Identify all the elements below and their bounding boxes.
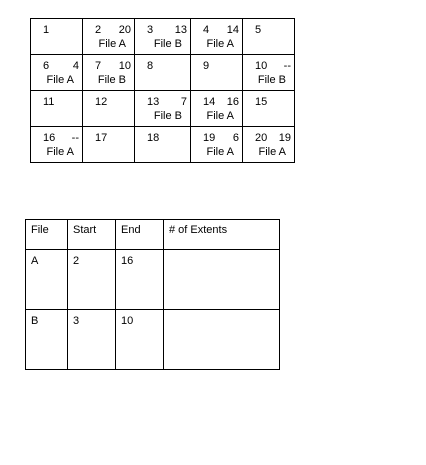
block-file-label: File A — [206, 110, 234, 122]
block-file-label: File A — [98, 38, 126, 50]
block-number: 10 — [255, 60, 268, 72]
block-file-label: File A — [206, 38, 234, 50]
header-end: End — [116, 220, 164, 250]
block-number: 18 — [147, 132, 160, 144]
block-number: 13 — [147, 96, 160, 108]
next-block-pointer: -- — [283, 60, 291, 72]
disk-block-cell — [135, 127, 191, 163]
file-table-row — [26, 250, 280, 310]
disk-block-grid — [30, 18, 295, 163]
block-grid-row — [31, 19, 295, 55]
disk-block-cell — [243, 19, 295, 55]
block-file-label: File B — [97, 74, 126, 86]
cell-extents — [164, 250, 280, 310]
block-grid-body — [31, 19, 295, 163]
next-block-pointer: 16 — [226, 96, 239, 108]
disk-block-cell — [83, 19, 135, 55]
next-block-pointer: 4 — [72, 60, 79, 72]
block-file-label: File A — [206, 146, 234, 158]
header-file: File — [26, 220, 68, 250]
block-number: 4 — [203, 24, 210, 36]
disk-block-cell — [191, 19, 243, 55]
cell-file: A — [26, 250, 68, 310]
next-block-pointer: 20 — [118, 24, 131, 36]
block-file-label: File A — [258, 146, 286, 158]
file-table-body — [26, 250, 280, 370]
header-extents: # of Extents — [164, 220, 280, 250]
disk-block-cell — [243, 91, 295, 127]
next-block-pointer: -- — [71, 132, 79, 144]
disk-block-cell — [135, 91, 191, 127]
next-block-pointer: 10 — [118, 60, 131, 72]
disk-block-cell — [135, 19, 191, 55]
file-table-row — [26, 310, 280, 370]
cell-end: 16 — [116, 250, 164, 310]
header-start: Start — [68, 220, 116, 250]
cell-start: 2 — [68, 250, 116, 310]
disk-block-cell — [243, 127, 295, 163]
file-table-header — [26, 220, 280, 250]
block-number: 12 — [95, 96, 108, 108]
block-number: 7 — [95, 60, 102, 72]
block-number: 15 — [255, 96, 268, 108]
disk-block-cell — [31, 19, 83, 55]
block-number: 19 — [203, 132, 216, 144]
block-number: 16 — [43, 132, 56, 144]
disk-block-cell — [31, 91, 83, 127]
disk-block-cell — [191, 127, 243, 163]
next-block-pointer: 6 — [232, 132, 239, 144]
block-file-label: File A — [46, 74, 74, 86]
disk-block-cell — [31, 55, 83, 91]
cell-start: 3 — [68, 310, 116, 370]
block-file-label: File A — [46, 146, 74, 158]
block-file-label: File B — [153, 110, 182, 122]
disk-block-cell — [191, 55, 243, 91]
block-file-label: File B — [257, 74, 286, 86]
block-number: 9 — [203, 60, 210, 72]
next-block-pointer: 13 — [174, 24, 187, 36]
cell-end: 10 — [116, 310, 164, 370]
block-number: 6 — [43, 60, 50, 72]
next-block-pointer: 14 — [226, 24, 239, 36]
block-file-label: File B — [153, 38, 182, 50]
block-number: 14 — [203, 96, 216, 108]
block-number: 3 — [147, 24, 154, 36]
block-number: 20 — [255, 132, 268, 144]
next-block-pointer: 7 — [180, 96, 187, 108]
cell-extents — [164, 310, 280, 370]
cell-file: B — [26, 310, 68, 370]
disk-block-cell — [31, 127, 83, 163]
block-grid-row — [31, 55, 295, 91]
disk-block-cell — [243, 55, 295, 91]
block-number: 1 — [43, 24, 50, 36]
disk-block-cell — [191, 91, 243, 127]
disk-block-cell — [83, 55, 135, 91]
block-number: 8 — [147, 60, 154, 72]
file-allocation-table — [25, 219, 280, 370]
disk-block-cell — [83, 127, 135, 163]
block-number: 17 — [95, 132, 108, 144]
block-number: 2 — [95, 24, 102, 36]
block-grid-row — [31, 127, 295, 163]
block-number: 5 — [255, 24, 262, 36]
file-table-header-row — [26, 220, 280, 250]
disk-block-cell — [135, 55, 191, 91]
next-block-pointer: 19 — [278, 132, 291, 144]
block-grid-row — [31, 91, 295, 127]
disk-block-cell — [83, 91, 135, 127]
block-number: 11 — [43, 96, 55, 108]
